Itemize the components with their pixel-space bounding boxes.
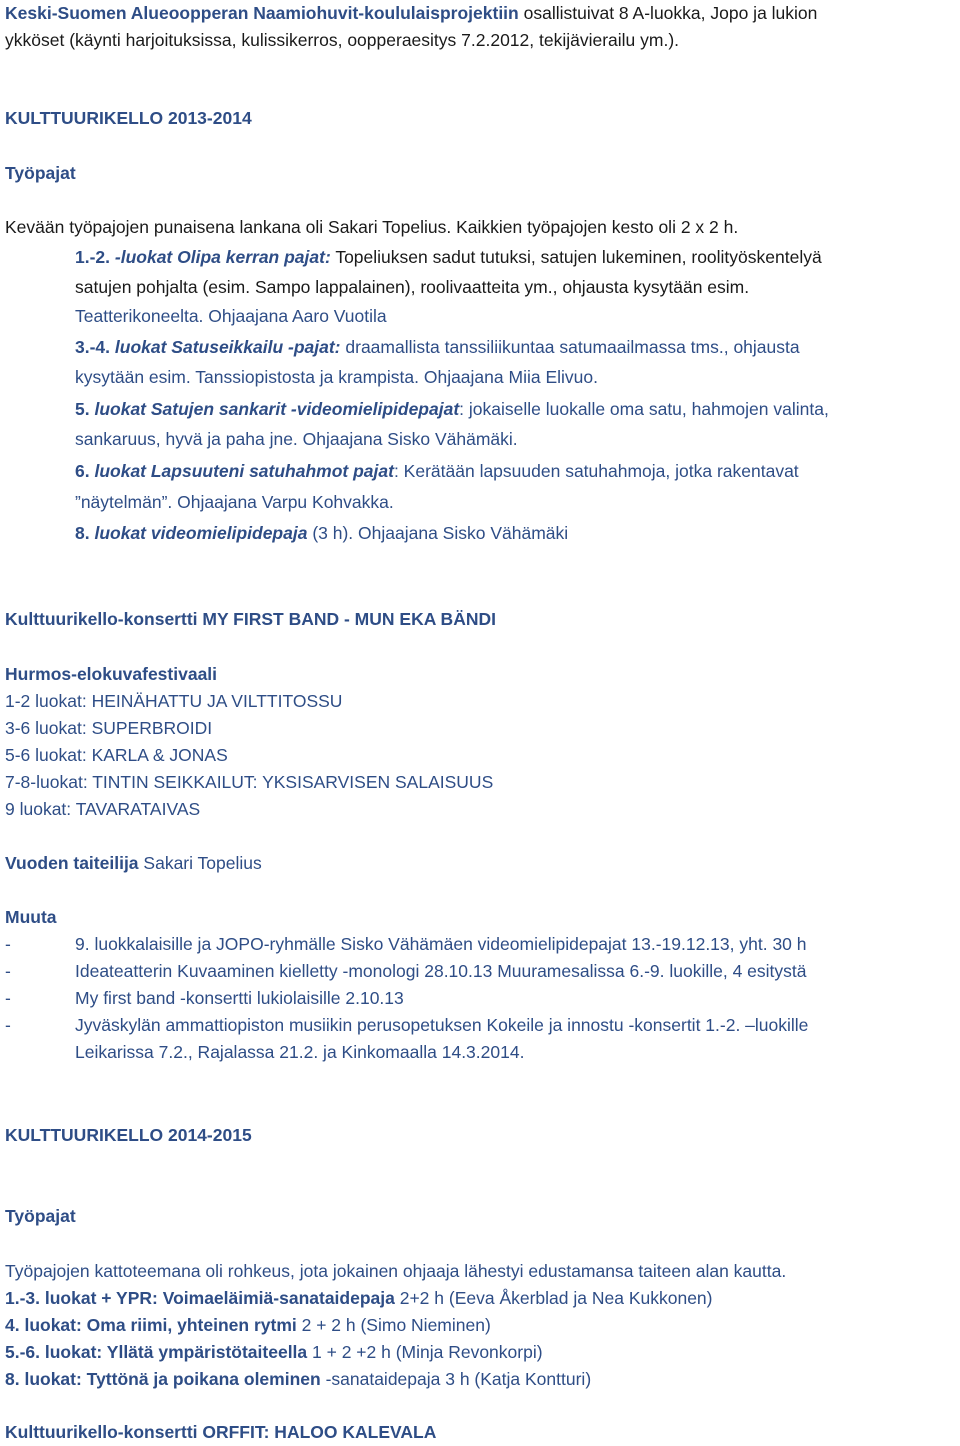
festival-heading: Hurmos-elokuvafestivaali xyxy=(5,664,218,684)
festival-item: 3-6 luokat: SUPERBROIDI xyxy=(5,718,213,738)
section1-subheading: Työpajat xyxy=(5,163,76,183)
workshop-1-desc: Topeliuksen sadut tutuksi, satujen lukeminen, roolityöskentelyä xyxy=(330,247,822,267)
festival-item: 1-2 luokat: HEINÄHATTU JA VILTTITOSSU xyxy=(5,691,343,711)
other-item: Jyväskylän ammattiopiston musiikin perusopetuksen Kokeile ja innostu -konsertit 1.-2. –luokille xyxy=(75,1015,809,1035)
workshop-4-desc: : Kerätään lapsuuden satuhahmoja, jotka rakentavat xyxy=(393,461,799,481)
festival-item: 9 luokat: TAVARATAIVAS xyxy=(5,799,201,819)
section2-item-detail: 1 + 2 +2 h (Minja Revonkorpi) xyxy=(307,1342,543,1362)
intro-line-1 xyxy=(5,0,817,27)
other-item: 9. luokkalaisille ja JOPO-ryhmälle Sisko Vähämäen videomielipidepajat 13.-19.12.13, yht. 30 h xyxy=(75,934,807,954)
workshop-3-line-2: sankaruus, hyvä ja paha jne. Ohjaajana Sisko Vähämäki. xyxy=(75,429,518,449)
workshop-5-num: 8. xyxy=(75,523,90,543)
workshop-3-name: luokat Satujen sankarit -videomielipidepajat xyxy=(89,399,460,419)
section1-intro: Kevään työpajojen punaisena lankana oli Sakari Topelius. Kaikkien työpajojen kesto oli 2 x 2 h. xyxy=(5,217,739,237)
workshop-1-line-2: satujen pohjalta (esim. Sampo lappalainen), roolivaatteita ym., ohjausta kysytään esim. xyxy=(75,277,750,297)
bullet-dash: - xyxy=(5,961,11,981)
workshop-5-desc: (3 h). Ohjaajana Sisko Vähämäki xyxy=(307,523,569,543)
workshop-1-num: 1.-2. xyxy=(75,247,111,267)
section2-item-detail: -sanataidepaja 3 h (Katja Kontturi) xyxy=(320,1369,592,1389)
bullet-dash: - xyxy=(5,934,11,954)
workshop-4-line-1 xyxy=(75,458,799,485)
bullet-dash: - xyxy=(5,1015,11,1035)
festival-item: 5-6 luokat: KARLA & JONAS xyxy=(5,745,228,765)
workshop-2-line-2: kysytään esim. Tanssiopistosta ja krampista. Ohjaajana Miia Elivuo. xyxy=(75,367,598,387)
other-item-continued: Leikarissa 7.2., Rajalassa 21.2. ja Kinkomaalla 14.3.2014. xyxy=(75,1042,525,1062)
section2-item-detail: 2 + 2 h (Simo Nieminen) xyxy=(296,1315,491,1335)
section2-heading: KULTTUURIKELLO 2014-2015 xyxy=(5,1125,252,1145)
section2-item-title: 8. luokat: Tyttönä ja poikana oleminen xyxy=(5,1369,321,1389)
workshop-2-name: luokat Satuseikkailu -pajat: xyxy=(110,337,341,357)
intro-title: Keski-Suomen Alueoopperan Naamiohuvit-koululaisprojektiin xyxy=(5,3,519,23)
section2-item xyxy=(5,1285,712,1312)
artist-name: Sakari Topelius xyxy=(138,853,262,873)
other-item: Ideateatterin Kuvaaminen kielletty -monologi 28.10.13 Muuramesalissa 6.-9. luokille, 4 esitystä xyxy=(75,961,807,981)
workshop-4-num: 6. xyxy=(75,461,90,481)
concert-heading-1: Kulttuurikello-konsertti MY FIRST BAND - MUN EKA BÄNDI xyxy=(5,609,496,629)
section2-item xyxy=(5,1366,591,1393)
intro-line-2: ykköset (käynti harjoituksissa, kulissikerros, oopperaesitys 7.2.2012, tekijävierailu ym.). xyxy=(5,30,680,50)
workshop-1-name: -luokat Olipa kerran pajat: xyxy=(110,247,331,267)
section2-item-title: 4. luokat: Oma riimi, yhteinen rytmi xyxy=(5,1315,297,1335)
section1-heading: KULTTUURIKELLO 2013-2014 xyxy=(5,108,252,128)
workshop-5-line-1 xyxy=(75,520,568,547)
section2-item-title: 5.-6. luokat: Yllätä ympäristötaiteella xyxy=(5,1342,308,1362)
workshop-4-line-2: ”näytelmän”. Ohjaajana Varpu Kohvakka. xyxy=(75,492,394,512)
artist-line xyxy=(5,850,262,877)
section2-item-detail: 2+2 h (Eeva Åkerblad ja Nea Kukkonen) xyxy=(394,1288,713,1308)
bullet-dash: - xyxy=(5,988,11,1008)
workshop-3-line-1 xyxy=(75,396,829,423)
other-item: My first band -konsertti lukiolaisille 2.10.13 xyxy=(75,988,404,1008)
workshop-3-desc: : jokaiselle luokalle oma satu, hahmojen valinta, xyxy=(459,399,829,419)
artist-label: Vuoden taiteilija xyxy=(5,853,139,873)
section2-item xyxy=(5,1312,491,1339)
workshop-1-line-3: Teatterikoneelta. Ohjaajana Aaro Vuotila xyxy=(75,306,387,326)
workshop-3-num: 5. xyxy=(75,399,90,419)
other-heading: Muuta xyxy=(5,907,57,927)
section2-subheading: Työpajat xyxy=(5,1206,76,1226)
concert-heading-2: Kulttuurikello-konsertti ORFFIT: HALOO KALEVALA xyxy=(5,1422,437,1442)
section2-item-title: 1.-3. luokat + YPR: Voimaeläimiä-sanataidepaja xyxy=(5,1288,395,1308)
section2-intro: Työpajojen kattoteemana oli rohkeus, jota jokainen ohjaaja lähestyi edustamansa taiteen alan kautta. xyxy=(5,1261,787,1281)
workshop-1-line-1 xyxy=(75,244,822,271)
festival-item: 7-8-luokat: TINTIN SEIKKAILUT: YKSISARVISEN SALAISUUS xyxy=(5,772,494,792)
workshop-2-num: 3.-4. xyxy=(75,337,111,357)
workshop-2-desc: draamallista tanssiliikuntaa satumaailmassa tms., ohjausta xyxy=(340,337,800,357)
workshop-2-line-1 xyxy=(75,334,800,361)
intro-line-1-text: osallistuivat 8 A-luokka, Jopo ja lukion xyxy=(518,3,818,23)
workshop-4-name: luokat Lapsuuteni satuhahmot pajat xyxy=(89,461,394,481)
workshop-5-name: luokat videomielipidepaja xyxy=(89,523,308,543)
section2-item xyxy=(5,1339,543,1366)
